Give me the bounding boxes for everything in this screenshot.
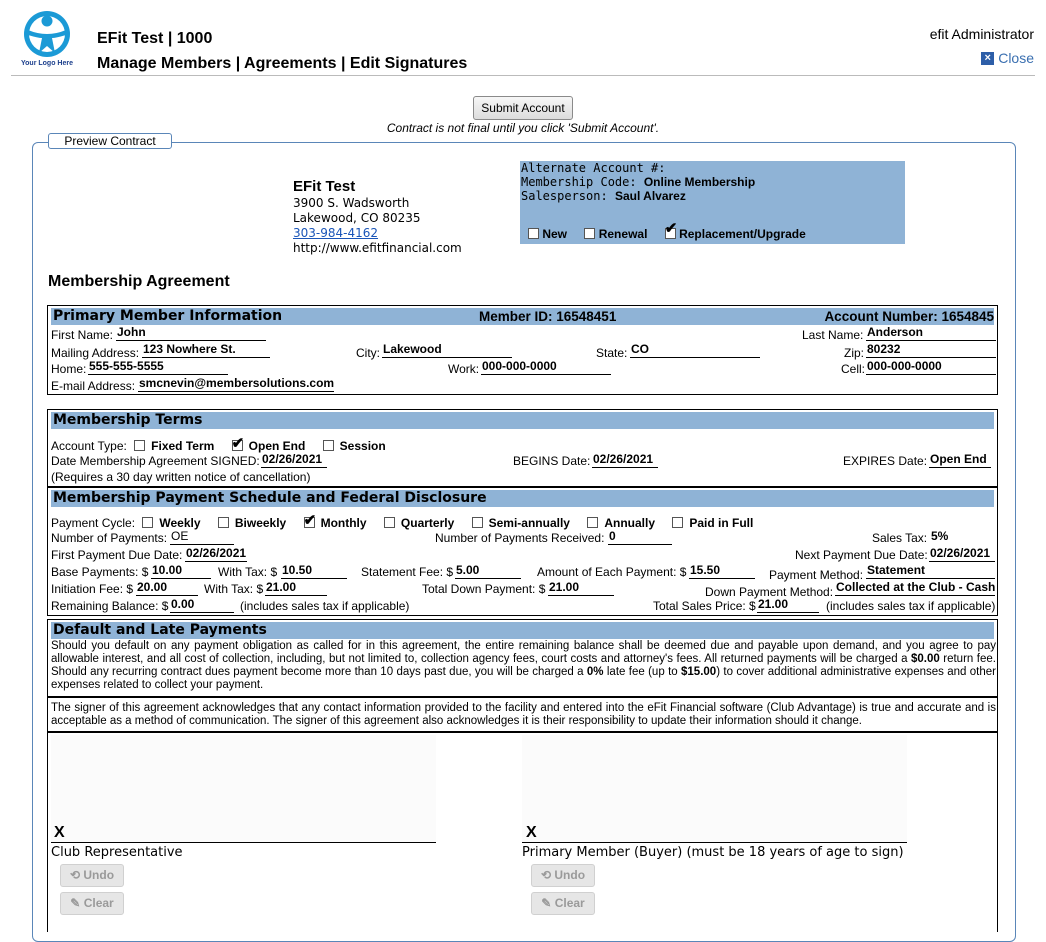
club-address-line1: 3900 S. Wadsworth <box>293 196 410 210</box>
payment-method-value: Statement <box>866 563 995 579</box>
payment-schedule-section <box>47 487 998 616</box>
total-sales-price-value: 21.00 <box>757 597 819 613</box>
last-name-value: Anderson <box>866 325 996 341</box>
renewal-label: Renewal <box>598 227 648 241</box>
monthly-checkbox[interactable] <box>304 517 315 528</box>
undo-label: Undo <box>83 868 115 882</box>
fixed-term-label: Fixed Term <box>151 439 215 453</box>
account-type-label: Account Type: <box>51 439 127 453</box>
payment-schedule-heading: Membership Payment Schedule and Federal Disclosure <box>51 490 994 507</box>
each-payment-label: Amount of Each Payment: $ <box>537 565 687 579</box>
cell-phone-value: 000-000-0000 <box>866 359 996 375</box>
mailing-address-label: Mailing Address: <box>51 346 140 360</box>
default-text-part: late fee (up to <box>603 666 682 678</box>
eraser-icon: ✎ <box>70 896 81 910</box>
member-signature-line <box>522 842 907 843</box>
initiation-fee-label: Initiation Fee: $ <box>51 582 134 596</box>
begins-date-value: 02/26/2021 <box>592 452 658 468</box>
club-website: http://www.efitfinancial.com <box>293 241 462 255</box>
initiation-with-tax-value: 21.00 <box>265 580 327 596</box>
payments-received-value: 0 <box>608 529 672 545</box>
total-down-payment-value: 21.00 <box>548 580 614 596</box>
fixed-term-checkbox[interactable] <box>134 440 145 451</box>
undo-label: Undo <box>554 868 586 882</box>
total-sales-price-note: (includes sales tax if applicable) <box>826 599 996 613</box>
club-rep-label: Club Representative <box>51 845 183 860</box>
down-payment-method-label: Down Payment Method: <box>705 585 834 599</box>
base-payments-label: Base Payments: $ <box>51 565 149 579</box>
mailing-address-value: 123 Nowhere St. <box>142 342 270 358</box>
close-link[interactable] <box>981 50 1034 66</box>
club-name: EFit Test <box>293 178 356 195</box>
home-phone-label: Home: <box>51 362 87 376</box>
clear-label: Clear <box>83 896 114 910</box>
late-fee-cap: $15.00 <box>681 666 717 678</box>
quarterly-label: Quarterly <box>400 516 455 530</box>
first-due-date-value: 02/26/2021 <box>186 546 247 560</box>
session-checkbox[interactable] <box>323 440 334 451</box>
membership-terms-heading: Membership Terms <box>51 412 994 429</box>
acknowledgement-text: The signer of this agreement acknowledges that any contact information provided to the facility and entered into the eFit Financial software (Club Advantage) is true and accurate and is acceptable as a method of communication. The signer of this agreement also acknowledges it is their responsibility to update their information should it change. <box>51 702 996 727</box>
paid-in-full-label: Paid in Full <box>689 516 754 530</box>
initiation-with-tax-label: With Tax: $ <box>204 582 264 596</box>
salesperson-label: Salesperson: <box>521 189 608 203</box>
account-number: Account Number: 1654845 <box>824 309 994 324</box>
breadcrumb-item-manage-members: Manage Members <box>97 55 232 72</box>
returned-fee: $0.00 <box>910 653 940 665</box>
club-rep-clear-button[interactable] <box>60 892 124 915</box>
club-rep-sign-mark: X <box>54 824 65 841</box>
default-late-heading: Default and Late Payments <box>51 622 994 639</box>
salesperson-value: Saul Alvarez <box>614 189 686 203</box>
new-checkbox[interactable] <box>528 228 539 239</box>
default-late-text <box>51 640 996 692</box>
base-payments-value: 10.00 <box>151 563 211 579</box>
close-label: Close <box>998 50 1034 66</box>
membership-code-label: Membership Code: <box>521 175 637 189</box>
first-name-value: John <box>116 325 266 341</box>
monthly-label: Monthly <box>320 516 367 530</box>
member-label: Primary Member (Buyer) (must be 18 years of age to sign) <box>522 845 904 860</box>
signed-date-label: Date Membership Agreement SIGNED: <box>51 454 260 468</box>
undo-icon: ⟲ <box>69 868 81 882</box>
logo-text: Your Logo Here <box>21 60 73 67</box>
club-rep-undo-button[interactable] <box>60 864 124 887</box>
membership-code-value: Online Membership <box>643 175 756 189</box>
header-divider <box>11 75 1035 76</box>
alternate-account-label: Alternate Account #: <box>521 161 666 175</box>
base-with-tax-value: 10.50 <box>281 563 347 579</box>
remaining-balance-value: 0.00 <box>170 597 234 613</box>
payments-received-label: Number of Payments Received: <box>435 531 605 545</box>
eraser-icon: ✎ <box>541 896 552 910</box>
close-icon: × <box>981 52 994 65</box>
clear-label: Clear <box>554 896 585 910</box>
member-undo-button[interactable] <box>531 864 595 887</box>
zip-value: 80232 <box>866 342 996 358</box>
number-of-payments-value: OE <box>170 529 234 545</box>
semi-annually-label: Semi-annually <box>488 516 570 530</box>
next-due-date-label: Next Payment Due Date: <box>795 548 928 562</box>
replacement-upgrade-checkbox[interactable] <box>665 228 676 239</box>
open-end-checkbox[interactable] <box>232 440 243 451</box>
zip-label: Zip: <box>844 346 865 360</box>
biweekly-checkbox[interactable] <box>218 517 229 528</box>
quarterly-checkbox[interactable] <box>384 517 395 528</box>
first-name-label: First Name: <box>51 328 114 342</box>
preview-contract-legend: Preview Contract <box>48 133 172 149</box>
city-value: Lakewood <box>382 342 512 358</box>
club-phone-link[interactable]: 303-984-4162 <box>293 226 379 240</box>
total-sales-price-label: Total Sales Price: $ <box>653 599 756 613</box>
first-due-date-label: First Payment Due Date: <box>51 548 183 562</box>
breadcrumb-separator: | <box>231 55 245 72</box>
sales-tax-label: Sales Tax: <box>872 531 928 545</box>
signatures-section <box>47 732 998 932</box>
default-text-part: Should you default on any payment obligation as called for in this agreement, the entire remaining balance shall be deemed due and payable upon demand, and you agree to pay allowable interest, and all cost of collection, including, but not limited to, collection agency fees, court costs and attorney's fees. All returned payments will be charged a <box>51 640 996 665</box>
page-title: EFit Test | 1000 <box>97 30 213 47</box>
next-due-date-value: 02/26/2021 <box>929 546 995 562</box>
member-id: Member ID: 16548451 <box>479 309 617 324</box>
remaining-balance-label: Remaining Balance: $ <box>51 599 169 613</box>
payment-cycle-row <box>51 516 763 530</box>
session-label: Session <box>339 439 386 453</box>
weekly-checkbox[interactable] <box>142 517 153 528</box>
each-payment-value: 15.50 <box>689 563 755 579</box>
replacement-upgrade-label: Replacement/Upgrade <box>679 227 806 241</box>
breadcrumb-item-edit-signatures: Edit Signatures <box>349 55 468 72</box>
member-clear-button[interactable] <box>531 892 595 915</box>
account-info-box <box>520 161 905 244</box>
city-label: City: <box>356 346 380 360</box>
work-phone-value: 000-000-0000 <box>481 359 611 375</box>
agreement-heading: Membership Agreement <box>48 273 230 290</box>
default-late-section <box>47 619 998 697</box>
annually-label: Annually <box>604 516 655 530</box>
state-value: CO <box>630 342 760 358</box>
breadcrumb <box>97 55 467 73</box>
default-text-part: return fee. Should any recurring contract dues payment become more than 10 days past due, you will be charged a <box>51 653 996 678</box>
remaining-balance-note: (includes sales tax if applicable) <box>240 599 410 613</box>
sales-tax-value: 5% <box>931 529 949 543</box>
submit-note: Contract is not final until you click 'Submit Account'. <box>386 121 660 135</box>
breadcrumb-separator: | <box>336 55 350 72</box>
primary-member-section <box>47 305 998 395</box>
primary-member-title: Primary Member Information <box>53 308 283 324</box>
late-fee-percent: 0% <box>586 666 604 678</box>
cancellation-notice: (Requires a 30 day written notice of cancellation) <box>51 470 311 484</box>
primary-member-heading <box>51 308 994 325</box>
initiation-fee-value: 20.00 <box>136 580 198 596</box>
payment-method-label: Payment Method: <box>769 568 864 582</box>
new-label: New <box>542 227 568 241</box>
semi-annually-checkbox[interactable] <box>472 517 483 528</box>
biweekly-label: Biweekly <box>234 516 287 530</box>
cell-phone-label: Cell: <box>841 362 866 376</box>
paid-in-full-checkbox[interactable] <box>672 517 683 528</box>
payment-cycle-label: Payment Cycle: <box>51 516 136 530</box>
home-phone-value: 555-555-5555 <box>88 359 228 375</box>
expires-date-value: Open End <box>929 452 991 468</box>
number-of-payments-label: Number of Payments: <box>51 531 168 545</box>
weekly-label: Weekly <box>159 516 201 530</box>
renewal-checkbox[interactable] <box>584 228 595 239</box>
breadcrumb-item-agreements: Agreements <box>244 55 337 72</box>
email-value: smcnevin@membersolutions.com <box>139 376 335 390</box>
member-sign-mark: X <box>526 824 537 841</box>
statement-fee-label: Statement Fee: $ <box>361 565 454 579</box>
membership-terms-section <box>47 409 998 487</box>
club-address-line2: Lakewood, CO 80235 <box>293 211 421 225</box>
undo-icon: ⟲ <box>540 868 552 882</box>
account-type-options <box>528 227 820 241</box>
last-name-label: Last Name: <box>802 328 864 342</box>
begins-date-label: BEGINS Date: <box>513 454 591 468</box>
base-with-tax-label: With Tax: $ <box>218 565 278 579</box>
work-phone-label: Work: <box>448 362 480 376</box>
acknowledgement-section <box>47 697 998 732</box>
signed-date-value: 02/26/2021 <box>261 452 327 468</box>
club-info <box>293 177 462 256</box>
club-logo <box>18 8 76 70</box>
down-payment-method-value: Collected at the Club - Cash <box>836 580 996 594</box>
account-type-row <box>51 439 396 453</box>
club-rep-signature-pad[interactable] <box>51 735 436 843</box>
email-label: E-mail Address: <box>51 379 136 393</box>
open-end-label: Open End <box>248 439 306 453</box>
submit-account-button[interactable]: Submit Account <box>473 96 573 120</box>
club-rep-signature-line <box>51 842 436 843</box>
member-signature-pad[interactable] <box>522 735 907 843</box>
state-label: State: <box>596 346 628 360</box>
annually-checkbox[interactable] <box>587 517 598 528</box>
current-user: efit Administrator <box>929 26 1034 42</box>
total-down-payment-label: Total Down Payment: $ <box>422 582 546 596</box>
statement-fee-value: 5.00 <box>455 563 521 579</box>
expires-date-label: EXPIRES Date: <box>843 454 928 468</box>
default-text-part: ) to cover additional administrative expenses and other expenses related to collect your payment. <box>51 666 996 691</box>
logo-person-icon <box>18 8 76 60</box>
